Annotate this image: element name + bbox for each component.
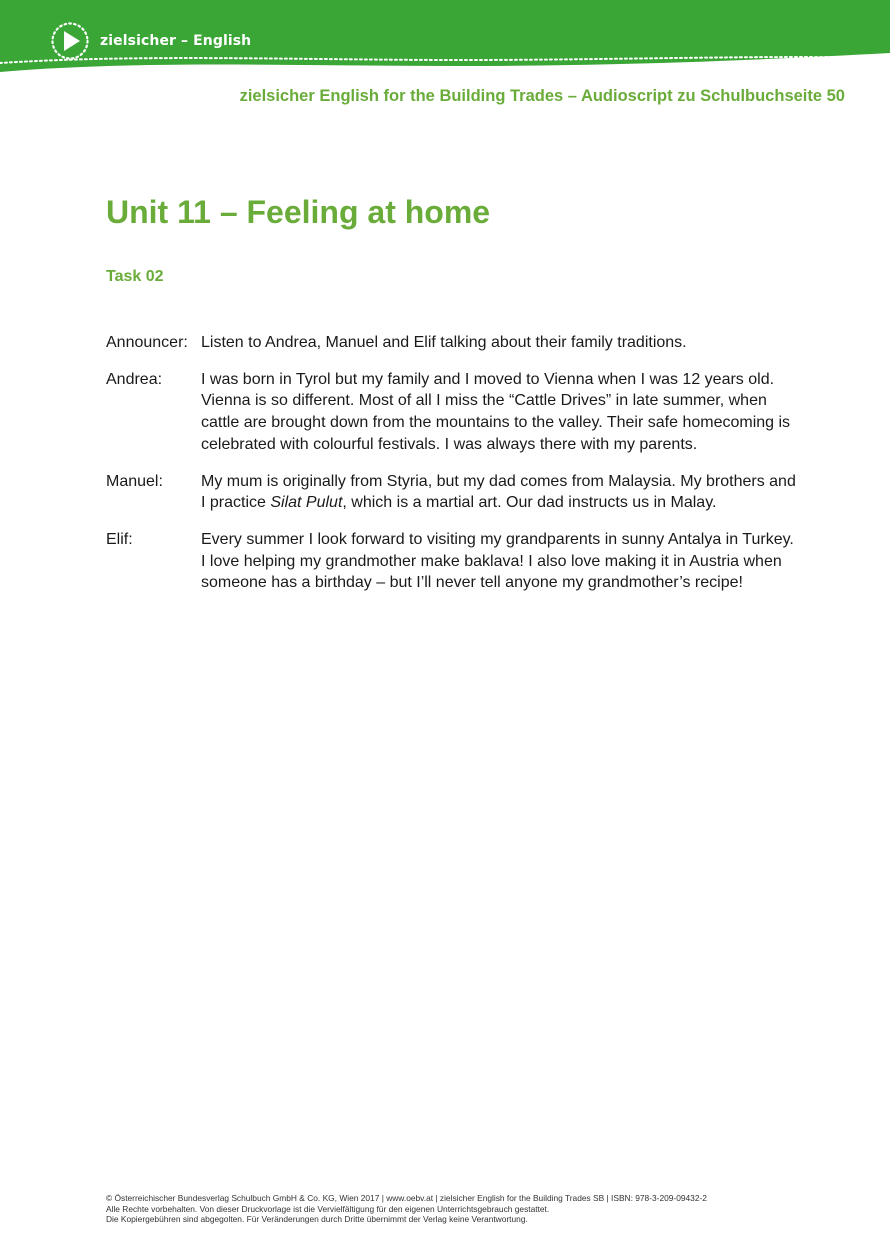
transcript-entry-elif: [106, 529, 796, 594]
task-label: Task 02: [106, 268, 164, 285]
utterance-text-after: , which is a martial art. Our dad instructs us in Malay.: [342, 494, 717, 512]
rights-line: Alle Rechte vorbehalten. Von dieser Druckvorlage ist die Vervielfältigung für den eigenen Unterrichtsgebrauch gestattet.: [106, 1203, 550, 1214]
page-title: Unit 11 – Feeling at home: [106, 194, 491, 230]
transcript: [106, 332, 796, 609]
brand-logo: [50, 20, 251, 62]
transcript-entry-manuel: [106, 471, 796, 514]
copyright-line: © Österreichischer Bundesverlag Schulbuch GmbH & Co. KG, Wien 2017 | www.oebv.at | zielsicher English for the Building Trades SB | ISBN: 978-3-209-09432-2: [106, 1193, 707, 1203]
speaker-label: Elif:: [106, 530, 133, 548]
play-circle-icon: [50, 21, 90, 61]
utterance-text: [201, 471, 796, 514]
utterance-text: I was born in Tyrol but my family and I moved to Vienna when I was 12 years old. Vienna is so different. Most of all I miss the “Cattle Drives” in late summer, when cattle are brought down from the mountains to the valley. Their safe homecoming is celebrated with colourful festivals. I was always there with my parents.: [201, 370, 791, 453]
speaker-label: Announcer:: [106, 334, 188, 351]
running-head: zielsicher English for the Building Trades – Audioscript zu Schulbuchseite 50: [239, 87, 845, 105]
transcript-entry-andrea: [106, 369, 796, 456]
utterance-text: Listen to Andrea, Manuel and Elif talking about their family traditions.: [201, 334, 687, 351]
fees-line: Die Kopiergebühren sind abgegolten. Für Veränderungen durch Dritte übernimmt der Verlag keine Verantwortung.: [106, 1214, 528, 1225]
utterance-text-before: My mum is originally from Styria, but my dad comes from Malaysia. My brothers and I practice: [201, 472, 796, 512]
speaker-label: Manuel:: [106, 472, 163, 490]
utterance-text: Every summer I look forward to visiting my grandparents in sunny Antalya in Turkey. I love helping my grandmother make baklava! I also love making it in Austria when someone has a birthday – but I’ll never tell anyone my grandmother’s recipe!: [201, 530, 794, 592]
footer: [106, 1193, 846, 1225]
martial-art-name: Silat Pulut: [270, 494, 343, 512]
brand-name: zielsicher – English: [100, 33, 252, 49]
transcript-entry-announcer: [106, 332, 796, 354]
speaker-label: Andrea:: [106, 370, 163, 388]
